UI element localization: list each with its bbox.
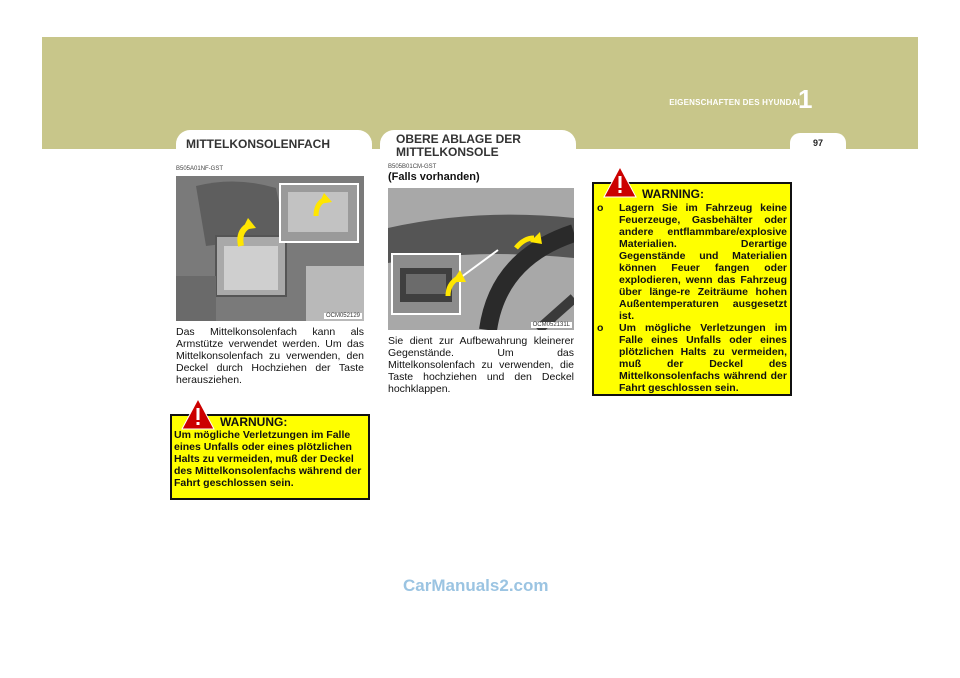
warning-list-right xyxy=(597,202,787,394)
chapter-number: 1 xyxy=(798,84,813,114)
warning-bullet xyxy=(597,202,787,322)
watermark-link[interactable]: CarManuals2.com xyxy=(403,576,549,595)
section-title-middle-1: OBERE ABLAGE DER xyxy=(396,132,521,146)
section-title-middle-2: MITTELKONSOLE xyxy=(396,145,499,159)
photo-console-armrest xyxy=(176,176,364,321)
warning-text-left: Um mögliche Verletzungen im Falle eines Unfalls oder eines plötzlichen Halts zu vermeiden, muß der Deckel des Mittelkonsolenfachs während der Fahrt geschlossen sein. xyxy=(174,429,362,489)
warning-bullet xyxy=(597,322,787,394)
warning-triangle-icon xyxy=(181,398,215,430)
photo-code-left: OCM052129 xyxy=(325,313,360,319)
body-text-left: Das Mittelkonsolenfach kann als Armstütze verwendet werden. Um das Mittelkonsolenfach zu verwenden, den Deckel durch Hochziehen der Taste herausziehen. xyxy=(176,326,364,386)
console-illustration xyxy=(176,176,364,321)
photo-upper-storage xyxy=(388,188,574,330)
photo-code-middle: OCM052131L xyxy=(532,322,570,328)
chapter-label: EIGENSCHAFTEN DES HYUNDAI xyxy=(669,98,800,107)
dashboard-illustration xyxy=(388,188,574,330)
warning-title-left: WARNUNG: xyxy=(220,415,288,429)
bullet-marker: o xyxy=(597,202,604,214)
section-title-left: MITTELKONSOLENFACH xyxy=(186,137,330,151)
section-code-left: B505A01NF-GST xyxy=(176,166,224,172)
section-code-middle: B505B01CM-GST xyxy=(388,164,437,170)
subhead-middle: (Falls vorhanden) xyxy=(388,171,480,183)
bullet-marker: o xyxy=(597,322,604,334)
bullet-text: Lagern Sie im Fahrzeug keine Feuerzeuge, Gasbehälter oder andere entflammbare/explosive Materialien. Derartige Gegenstände und Materialien können Feuer fangen oder explodieren, wenn das Fahrzeug über länge-re Zeiträume hohen Außentemperaturen ausgesetzt ist. xyxy=(619,202,787,322)
warning-triangle-icon xyxy=(603,166,637,198)
warning-title-right: WARNING: xyxy=(642,187,704,201)
bullet-text: Um mögliche Verletzungen im Falle eines Unfalls oder eines plötzlichen Halts zu vermeiden, muß der Deckel des Mittelkonsolenfachs während der Fahrt geschlossen sein. xyxy=(619,322,787,394)
page-number: 97 xyxy=(812,138,823,148)
body-text-middle: Sie dient zur Aufbewahrung kleinerer Gegenstände. Um das Mittelkonsolenfach zu verwenden, die Taste hochziehen und den Deckel hochklappen. xyxy=(388,335,574,395)
